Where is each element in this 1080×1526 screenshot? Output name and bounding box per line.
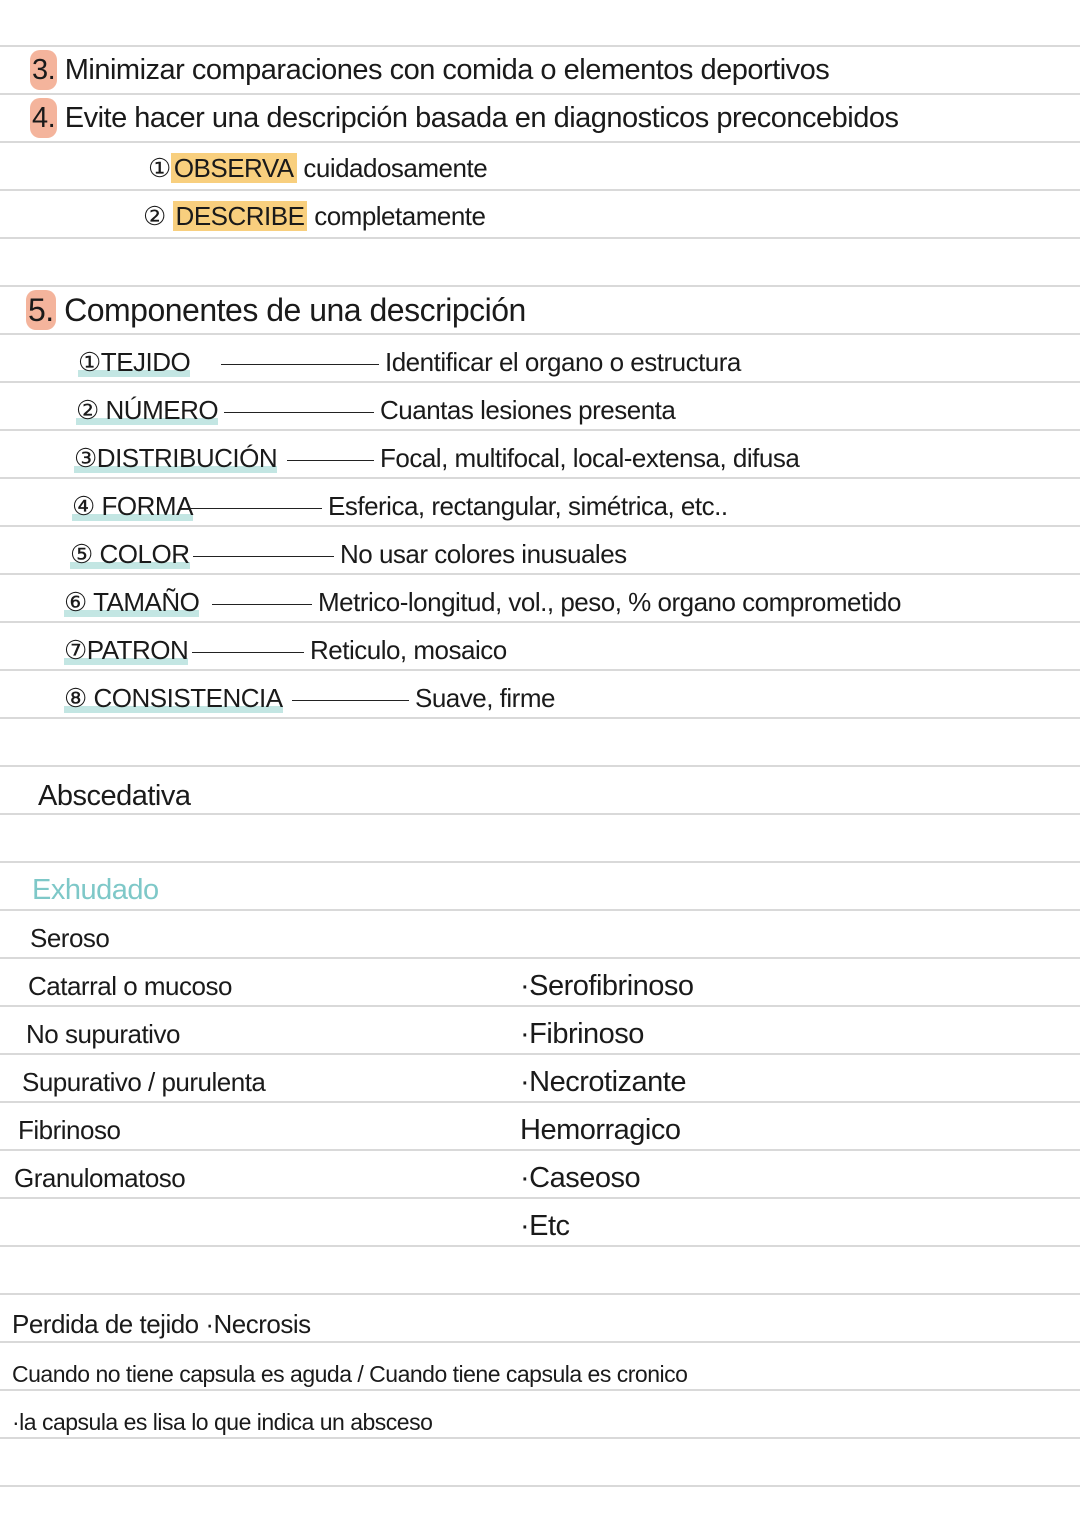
item-3	[30, 50, 829, 90]
item-4-number: 4.	[30, 98, 57, 138]
exudado-type: Hemorragico	[520, 1114, 681, 1146]
component-description: Identificar el organo o estructura	[385, 347, 741, 377]
component-row	[64, 582, 199, 622]
component-description: Metrico-longitud, vol., peso, % organo comprometido	[318, 587, 901, 617]
connector-line	[221, 364, 379, 365]
component-label: ④ FORMA	[72, 491, 193, 521]
connector-line	[190, 508, 322, 509]
component-label: ⑦PATRON	[64, 635, 189, 665]
component-description: Focal, multifocal, local-extensa, difusa	[380, 443, 800, 473]
component-description: Esferica, rectangular, simétrica, etc..	[328, 491, 728, 521]
component-label: ⑤ COLOR	[70, 539, 190, 569]
necrosis-line-3: ·la capsula es lisa lo que indica un absceso	[12, 1409, 433, 1435]
exudado-type: Granulomatoso	[14, 1163, 186, 1193]
component-row	[72, 486, 193, 526]
component-description: Suave, firme	[415, 683, 555, 713]
item-3-text: Minimizar comparaciones con comida o elementos deportivos	[64, 54, 830, 86]
step-key: OBSERVA	[171, 153, 297, 183]
component-row	[64, 678, 283, 718]
item-4-text: Evite hacer una descripción basada en diagnosticos preconcebidos	[64, 102, 899, 134]
exudado-type: ·Caseoso	[520, 1162, 641, 1194]
item-5-number: 5.	[28, 292, 54, 328]
component-row	[64, 630, 188, 670]
component-description: Cuantas lesiones presenta	[380, 395, 676, 425]
component-description: No usar colores inusuales	[340, 539, 627, 569]
exudado-type: Seroso	[30, 923, 110, 953]
item-3-number: 3.	[30, 50, 57, 90]
component-label: ② NÚMERO	[76, 395, 219, 425]
exudado-type: ·Fibrinoso	[520, 1018, 644, 1050]
exudado-type: ·Serofibrinoso	[520, 970, 694, 1002]
component-row	[70, 534, 190, 574]
exudado-type: Catarral o mucoso	[28, 971, 232, 1001]
connector-line	[212, 604, 312, 605]
exudado-type: ·Etc	[520, 1210, 570, 1242]
necrosis-line-2: Cuando no tiene capsula es aguda / Cuando tiene capsula es cronico	[12, 1361, 688, 1387]
components-title: Componentes de una descripción	[64, 292, 526, 328]
step-number: ①	[148, 153, 171, 183]
connector-line	[292, 700, 409, 701]
step-number: ②	[143, 201, 166, 231]
step-key: DESCRIBE	[173, 201, 308, 231]
connector-line	[224, 412, 374, 413]
exudado-type: No supurativo	[26, 1019, 180, 1049]
exudado-type: Supurativo / purulenta	[22, 1067, 266, 1097]
step-text: completamente	[314, 201, 486, 231]
component-description: Reticulo, mosaico	[310, 635, 507, 665]
component-label: ⑧ CONSISTENCIA	[64, 683, 283, 713]
step-text: cuidadosamente	[303, 153, 488, 183]
component-label: ⑥ TAMAÑO	[64, 587, 200, 617]
component-label: ③DISTRIBUCIÓN	[74, 443, 278, 473]
exudado-type: Fibrinoso	[18, 1115, 121, 1145]
component-row	[74, 438, 277, 478]
component-row	[76, 390, 218, 430]
exudado-title: Exhudado	[32, 874, 159, 906]
step-describe	[143, 196, 485, 236]
exudado-type: ·Necrotizante	[520, 1066, 686, 1098]
connector-line	[193, 556, 334, 557]
abscedativa-label: Abscedativa	[38, 780, 191, 812]
component-row	[78, 342, 190, 382]
component-label: ①TEJIDO	[78, 347, 191, 377]
connector-line	[287, 460, 374, 461]
item-4	[30, 98, 898, 138]
step-observa	[148, 148, 487, 188]
necrosis-line-1: Perdida de tejido ·Necrosis	[12, 1309, 311, 1339]
components-heading	[26, 290, 526, 330]
connector-line	[192, 652, 304, 653]
